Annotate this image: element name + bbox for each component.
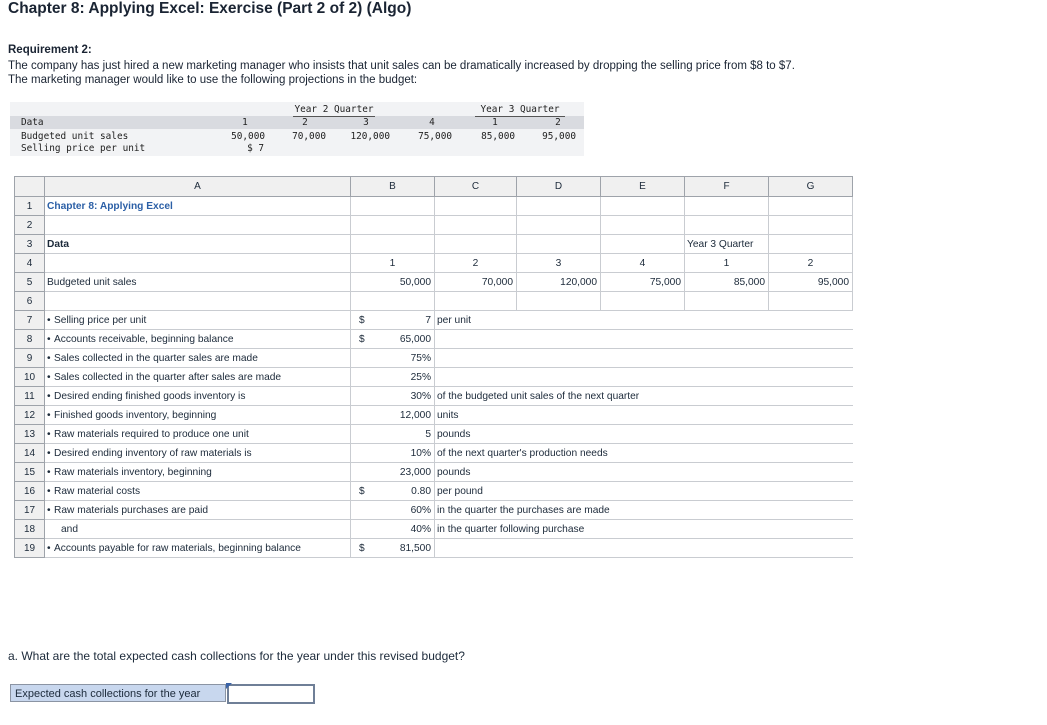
assumption-label-cell [45, 463, 351, 482]
column-header[interactable]: G [769, 177, 853, 197]
projection-unit-sales-label: Budgeted unit sales [21, 131, 129, 142]
assumption-label-cell [45, 444, 351, 463]
assumption-label-cell [45, 349, 351, 368]
assumption-unit-cell: per pound [435, 482, 853, 501]
projection-quarter: 2 [555, 117, 561, 128]
dollar-sign: $ [359, 542, 365, 554]
assumption-row [15, 520, 853, 539]
assumption-value: 60% [410, 504, 431, 516]
bullet-glyph: • [47, 409, 51, 421]
assumption-label: Sales collected in the quarter sales are made [54, 352, 258, 364]
assumption-label-cell [45, 520, 351, 539]
dollar-sign: $ [359, 314, 365, 326]
assumption-value-cell [351, 425, 435, 444]
projection-quarter: 4 [429, 117, 435, 128]
assumption-value-cell [351, 501, 435, 520]
assumption-unit-cell: of the budgeted unit sales of the next quarter [435, 387, 853, 406]
assumption-row [15, 406, 853, 425]
assumption-row [15, 330, 853, 349]
year3-quarter-cell: Year 3 Quarter [685, 235, 769, 254]
dollar-sign: $ [359, 485, 365, 497]
assumption-row [15, 311, 853, 330]
projection-unit-sales-value: 85,000 [481, 131, 515, 142]
cash-collections-input[interactable] [227, 684, 315, 704]
bullet-glyph: • [47, 314, 51, 326]
assumption-value-cell [351, 444, 435, 463]
assumption-value-cell [351, 330, 435, 349]
page-title: Chapter 8: Applying Excel: Exercise (Part 2 of 2) (Algo) [8, 0, 412, 17]
projection-unit-sales-value: 75,000 [418, 131, 452, 142]
bullet-glyph: • [47, 504, 51, 516]
bullet-glyph: • [47, 428, 51, 440]
assumption-label-cell [45, 539, 351, 558]
assumption-label: Accounts receivable, beginning balance [54, 333, 234, 345]
row-number: 3 [15, 235, 45, 254]
assumption-row [15, 444, 853, 463]
unit-sales-cell: 70,000 [435, 273, 517, 292]
assumption-label: Raw materials required to produce one unit [54, 428, 249, 440]
unit-sales-cell: 75,000 [601, 273, 685, 292]
assumption-value: 65,000 [399, 333, 431, 345]
assumption-value: 25% [410, 371, 431, 383]
assumption-label: Sales collected in the quarter after sales are made [54, 371, 282, 383]
projection-price-label: Selling price per unit [21, 143, 146, 154]
assumption-value: 7 [425, 314, 431, 326]
assumption-label: Selling price per unit [54, 314, 147, 326]
projection-quarter: 1 [242, 117, 248, 128]
assumption-value-cell [351, 520, 435, 539]
unit-sales-cell: 50,000 [351, 273, 435, 292]
row-number: 19 [15, 539, 45, 558]
projection-quarter: 2 [302, 117, 308, 128]
assumption-unit-cell: per unit [435, 311, 853, 330]
projection-price-value: $ 7 [247, 143, 264, 154]
row-number: 6 [15, 292, 45, 311]
assumption-value: 0.80 [411, 485, 431, 497]
row-number: 5 [15, 273, 45, 292]
assumption-value: 23,000 [399, 466, 431, 478]
assumption-label-cell [45, 482, 351, 501]
requirement-text: The company has just hired a new marketing manager who insists that unit sales can be dramatically increased by dropping the selling price from $8 to $7. The marketing manager would like to use the following projections in the budget: [8, 60, 795, 86]
assumption-label-cell [45, 311, 351, 330]
assumption-value-cell [351, 368, 435, 387]
column-header[interactable]: E [601, 177, 685, 197]
unit-sales-cell: 95,000 [769, 273, 853, 292]
unit-sales-label-cell: Budgeted unit sales [45, 273, 351, 292]
projection-data-label: Data [21, 117, 44, 128]
input-flag-icon [226, 683, 232, 689]
assumption-row [15, 425, 853, 444]
assumption-value: 30% [410, 390, 431, 402]
unit-sales-cell: 85,000 [685, 273, 769, 292]
column-header[interactable]: D [517, 177, 601, 197]
assumption-unit-cell: pounds [435, 425, 853, 444]
row-number: 17 [15, 501, 45, 520]
assumption-row [15, 501, 853, 520]
assumption-value: 40% [410, 523, 431, 535]
assumption-unit-cell [435, 349, 853, 368]
assumption-value-cell [351, 387, 435, 406]
assumption-label: Raw materials purchases are paid [54, 504, 209, 516]
assumption-unit-cell: pounds [435, 463, 853, 482]
projection-unit-sales-value: 120,000 [350, 131, 390, 142]
bullet-glyph: • [47, 447, 51, 459]
row-number: 13 [15, 425, 45, 444]
question-text: a. What are the total expected cash collections for the year under this revised budget? [8, 649, 465, 663]
assumption-value-cell [351, 482, 435, 501]
quarter-cell: 2 [769, 254, 853, 273]
projection-year2-header: Year 2 Quarter [294, 104, 374, 115]
column-header[interactable]: C [435, 177, 517, 197]
assumption-label-cell [45, 368, 351, 387]
quarter-cell: 2 [435, 254, 517, 273]
projection-unit-sales-value: 50,000 [231, 131, 265, 142]
projection-unit-sales-value: 70,000 [292, 131, 326, 142]
assumption-value-cell [351, 539, 435, 558]
assumption-unit-cell [435, 368, 853, 387]
assumption-label: Finished goods inventory, beginning [54, 409, 217, 421]
assumption-unit-cell: in the quarter following purchase [435, 520, 853, 539]
bullet-glyph: • [47, 371, 51, 383]
assumption-row [15, 368, 853, 387]
quarter-cell: 4 [601, 254, 685, 273]
row-number: 10 [15, 368, 45, 387]
column-header[interactable]: A [45, 177, 351, 197]
requirement-label: Requirement 2: [8, 44, 92, 56]
dollar-sign: $ [359, 333, 365, 345]
row-number: 8 [15, 330, 45, 349]
assumption-label-cell [45, 406, 351, 425]
assumption-row [15, 349, 853, 368]
column-header[interactable]: F [685, 177, 769, 197]
bullet-glyph: • [47, 333, 51, 345]
row-number: 2 [15, 216, 45, 235]
projection-quarter: 3 [363, 117, 369, 128]
assumption-label: and [61, 523, 78, 535]
assumption-row [15, 387, 853, 406]
assumption-row [15, 539, 853, 558]
projection-unit-sales-value: 95,000 [542, 131, 576, 142]
assumption-label-cell [45, 501, 351, 520]
assumption-value-cell [351, 463, 435, 482]
assumption-label-cell [45, 425, 351, 444]
assumption-unit-cell: in the quarter the purchases are made [435, 501, 853, 520]
row-number: 1 [15, 197, 45, 216]
assumption-value-cell [351, 311, 435, 330]
assumption-row [15, 463, 853, 482]
bullet-glyph: • [47, 352, 51, 364]
quarter-cell: 1 [351, 254, 435, 273]
assumption-value: 10% [410, 447, 431, 459]
row-number: 18 [15, 520, 45, 539]
assumption-value: 81,500 [399, 542, 431, 554]
assumption-value: 75% [410, 352, 431, 364]
row-number: 16 [15, 482, 45, 501]
sheet-title-cell: Chapter 8: Applying Excel [45, 197, 351, 216]
data-heading-cell: Data [45, 235, 351, 254]
column-header[interactable]: B [351, 177, 435, 197]
spreadsheet [14, 176, 853, 558]
quarter-cell: 3 [517, 254, 601, 273]
answer-label: Expected cash collections for the year [10, 684, 226, 702]
unit-sales-cell: 120,000 [517, 273, 601, 292]
bullet-glyph: • [47, 390, 51, 402]
assumption-row [15, 482, 853, 501]
row-number: 4 [15, 254, 45, 273]
assumption-unit-cell: of the next quarter's production needs [435, 444, 853, 463]
bullet-glyph: • [47, 542, 51, 554]
assumption-label-cell [45, 330, 351, 349]
assumption-value-cell [351, 406, 435, 425]
assumption-label-cell [45, 387, 351, 406]
projection-quarter: 1 [492, 117, 498, 128]
assumption-value: 12,000 [399, 409, 431, 421]
quarter-cell: 1 [685, 254, 769, 273]
row-number: 11 [15, 387, 45, 406]
row-number: 7 [15, 311, 45, 330]
assumption-unit-cell [435, 330, 853, 349]
bullet-glyph: • [47, 485, 51, 497]
assumption-label: Accounts payable for raw materials, beginning balance [54, 542, 301, 554]
assumption-label: Desired ending finished goods inventory is [54, 390, 246, 402]
row-number: 12 [15, 406, 45, 425]
projection-year3-header: Year 3 Quarter [475, 104, 565, 117]
assumption-label: Raw materials inventory, beginning [54, 466, 212, 478]
row-number: 9 [15, 349, 45, 368]
corner-cell [15, 177, 45, 197]
row-number: 15 [15, 463, 45, 482]
assumption-label: Desired ending inventory of raw materials is [54, 447, 252, 459]
assumption-value-cell [351, 349, 435, 368]
bullet-glyph: • [47, 466, 51, 478]
row-number: 14 [15, 444, 45, 463]
assumption-unit-cell: units [435, 406, 853, 425]
assumption-value: 5 [425, 428, 431, 440]
assumption-unit-cell [435, 539, 853, 558]
assumption-label: Raw material costs [54, 485, 141, 497]
